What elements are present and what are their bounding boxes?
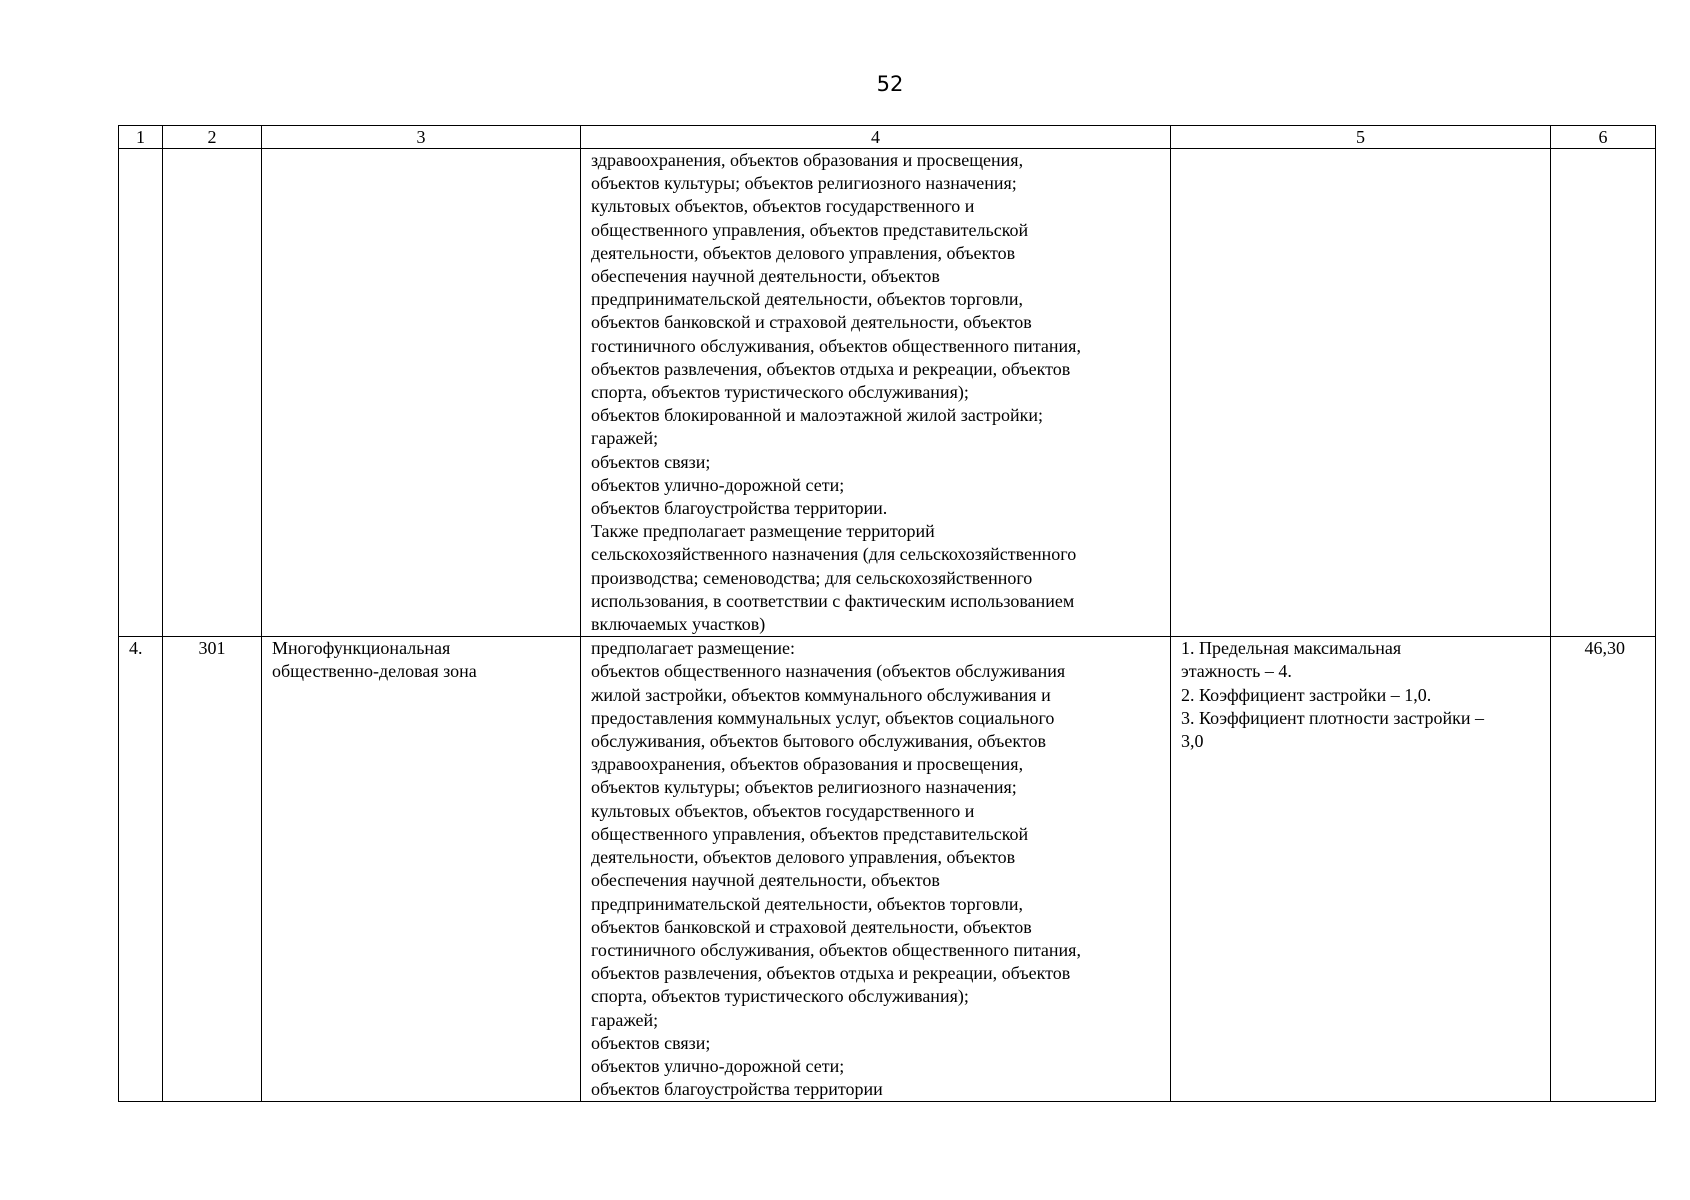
cell-code (163, 149, 262, 637)
cell-parameters: 1. Предельная максимальная этажность – 4. 2. Коэффициент застройки – 1,0. 3. Коэффициент плотности застройки – 3,0 (1171, 637, 1551, 1102)
table-row-4 (119, 637, 1656, 1102)
cell-description: предполагает размещение: объектов общественного назначения (объектов обслуживания жилой застройки, объектов коммунального обслуживания и предоставления коммунальных услуг, объектов социального обслуживания, объектов бытового обслуживания, объектов здравоохранения, объектов образования и просвещения, объектов культуры; объектов религиозного назначения; культовых объектов, объектов государственного и общественного управления, объектов представительской деятельности, объектов делового управления, объектов обеспечения научной деятельности, объектов предпринимательской деятельности, объектов торговли, объектов банковской и страховой деятельности, объектов гостиничного обслуживания, объектов общественного питания, объектов развлечения, объектов отдыха и рекреации, объектов спорта, объектов туристического обслуживания); гаражей; объектов связи; объектов улично-дорожной сети; объектов благоустройства территории (581, 637, 1171, 1102)
cell-number (119, 149, 163, 637)
column-header-6: 6 (1551, 126, 1656, 149)
column-header-5: 5 (1171, 126, 1551, 149)
table-row-continuation (119, 149, 1656, 637)
cell-number: 4. (119, 637, 163, 1102)
cell-description: здравоохранения, объектов образования и просвещения, объектов культуры; объектов религиозного назначения; культовых объектов, объектов государственного и общественного управления, объектов представительской деятельности, объектов делового управления, объектов обеспечения научной деятельности, объектов предпринимательской деятельности, объектов торговли, объектов банковской и страховой деятельности, объектов гостиничного обслуживания, объектов общественного питания, объектов развлечения, объектов отдыха и рекреации, объектов спорта, объектов туристического обслуживания); объектов блокированной и малоэтажной жилой застройки; гаражей; объектов связи; объектов улично-дорожной сети; объектов благоустройства территории. Также предполагает размещение территорий сельскохозяйственного назначения (для сельскохозяйственного производства; семеноводства; для сельскохозяйственного использования, в соответствии с фактическим использованием включаемых участков) (581, 149, 1171, 637)
cell-zone-name: Многофункциональная общественно-деловая зона (262, 637, 581, 1102)
cell-area: 46,30 (1551, 637, 1656, 1102)
cell-code: 301 (163, 637, 262, 1102)
zoning-table (118, 125, 1656, 1102)
page-number: 52 (876, 72, 904, 96)
column-header-1: 1 (119, 126, 163, 149)
cell-zone-name (262, 149, 581, 637)
cell-parameters (1171, 149, 1551, 637)
column-header-3: 3 (262, 126, 581, 149)
column-header-4: 4 (581, 126, 1171, 149)
table-header-row (119, 126, 1656, 149)
cell-area (1551, 149, 1656, 637)
column-header-2: 2 (163, 126, 262, 149)
